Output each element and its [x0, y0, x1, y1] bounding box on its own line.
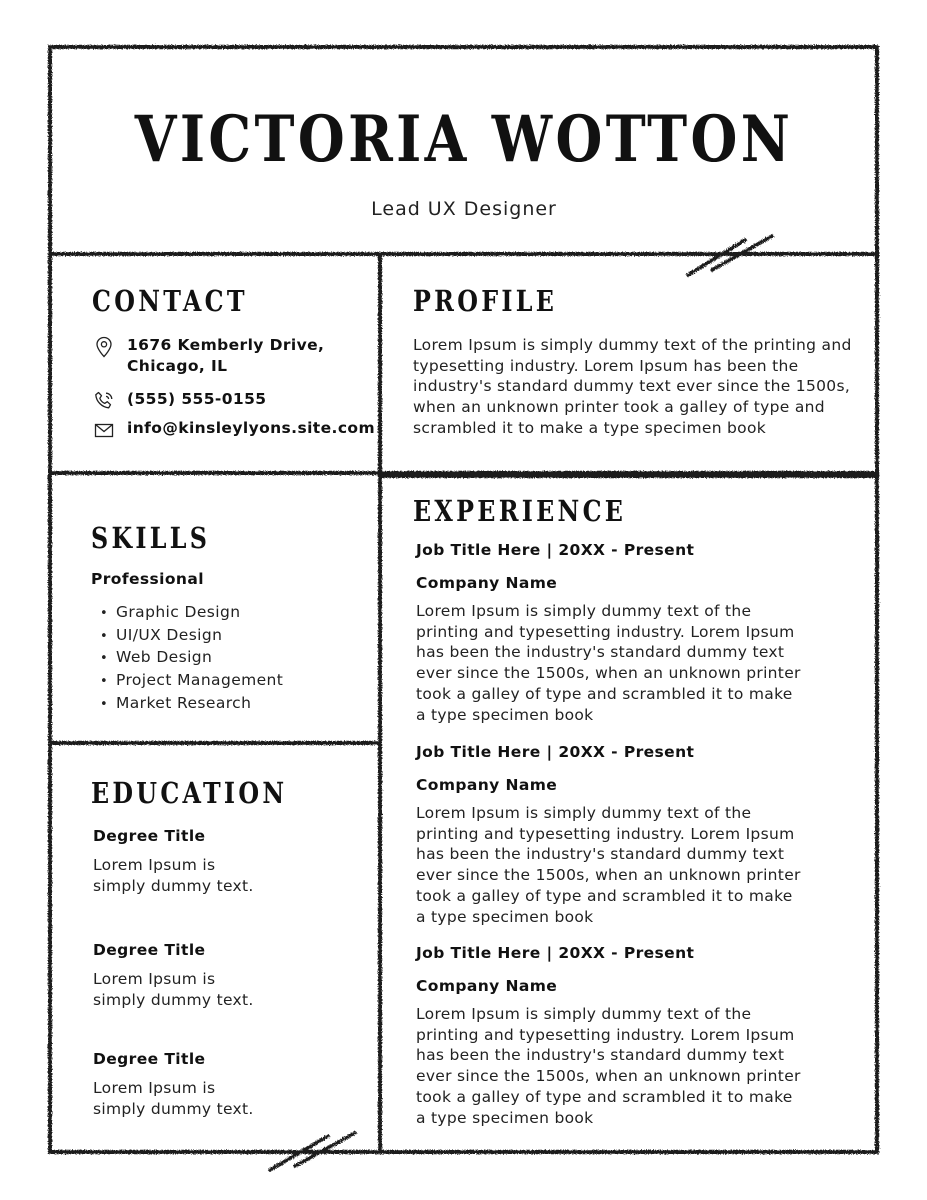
- experience-entry: [416, 944, 816, 1128]
- job-description: Lorem Ipsum is simply dummy text of the printing and typesetting industry. Lorem Ipsum has been the industry's standard dummy text ever since the 1500s, when an unknown printer took a galley of type and scrambled it to make a type specimen book: [416, 602, 801, 724]
- degree-title: Degree Title: [93, 827, 206, 845]
- degree-description: Lorem Ipsum is simply dummy text.: [93, 1079, 254, 1118]
- list-item: • Market Research: [100, 693, 283, 716]
- location-pin-icon: [92, 335, 116, 359]
- candidate-name: VICTORIA WOTTON: [134, 102, 794, 177]
- education-entry: [93, 827, 363, 896]
- contact-heading: CONTACT: [92, 284, 248, 318]
- degree-title: Degree Title: [93, 1050, 206, 1068]
- company-name: Company Name: [416, 977, 558, 995]
- address-line-1: 1676 Kemberly Drive,: [127, 336, 325, 354]
- experience-entry: [416, 743, 816, 927]
- address-line-2: Chicago, IL: [127, 357, 228, 375]
- job-description: Lorem Ipsum is simply dummy text of the printing and typesetting industry. Lorem Ipsum has been the industry's standard dummy text ever since the 1500s, when an unknown printer took a galley of type and scrambled it to make a type specimen book: [416, 1005, 801, 1127]
- company-name: Company Name: [416, 574, 558, 592]
- profile-text: Lorem Ipsum is simply dummy text of the printing and typesetting industry. Lorem Ipsum has been the industry's standard dummy text ever since the 1500s, when an unknown printer took a galley of type and scrambled it to make a type specimen book: [413, 336, 852, 437]
- education-entry: [93, 1050, 363, 1119]
- job-title: Job Title Here | 20XX - Present: [416, 743, 695, 761]
- contact-phone: [92, 389, 266, 413]
- phone-icon: [92, 389, 116, 413]
- candidate-role: Lead UX Designer: [371, 198, 557, 220]
- skills-heading: SKILLS: [91, 521, 211, 555]
- job-title: Job Title Here | 20XX - Present: [416, 541, 695, 559]
- experience-entry: [416, 541, 816, 725]
- list-item: • Project Management: [100, 670, 283, 693]
- degree-description: Lorem Ipsum is simply dummy text.: [93, 856, 254, 895]
- contact-email: [92, 418, 375, 442]
- job-title: Job Title Here | 20XX - Present: [416, 944, 695, 962]
- job-description: Lorem Ipsum is simply dummy text of the printing and typesetting industry. Lorem Ipsum has been the industry's standard dummy text ever since the 1500s, when an unknown printer took a galley of type and scrambled it to make a type specimen book: [416, 804, 801, 926]
- education-heading: EDUCATION: [91, 776, 288, 810]
- phone-number: (555) 555-0155: [127, 390, 267, 408]
- company-name: Company Name: [416, 776, 558, 794]
- degree-title: Degree Title: [93, 941, 206, 959]
- degree-description: Lorem Ipsum is simply dummy text.: [93, 970, 254, 1009]
- list-item: • Web Design: [100, 647, 283, 670]
- experience-heading: EXPERIENCE: [413, 494, 627, 528]
- list-item: • Graphic Design: [100, 602, 283, 625]
- email-address: info@kinsleylyons.site.com: [127, 419, 376, 437]
- profile-heading: PROFILE: [413, 284, 558, 318]
- contact-address: [92, 335, 324, 377]
- list-item: • UI/UX Design: [100, 625, 283, 648]
- skills-list: [100, 602, 283, 716]
- envelope-icon: [92, 418, 116, 442]
- education-entry: [93, 941, 363, 1010]
- skills-subheading: Professional: [91, 570, 204, 588]
